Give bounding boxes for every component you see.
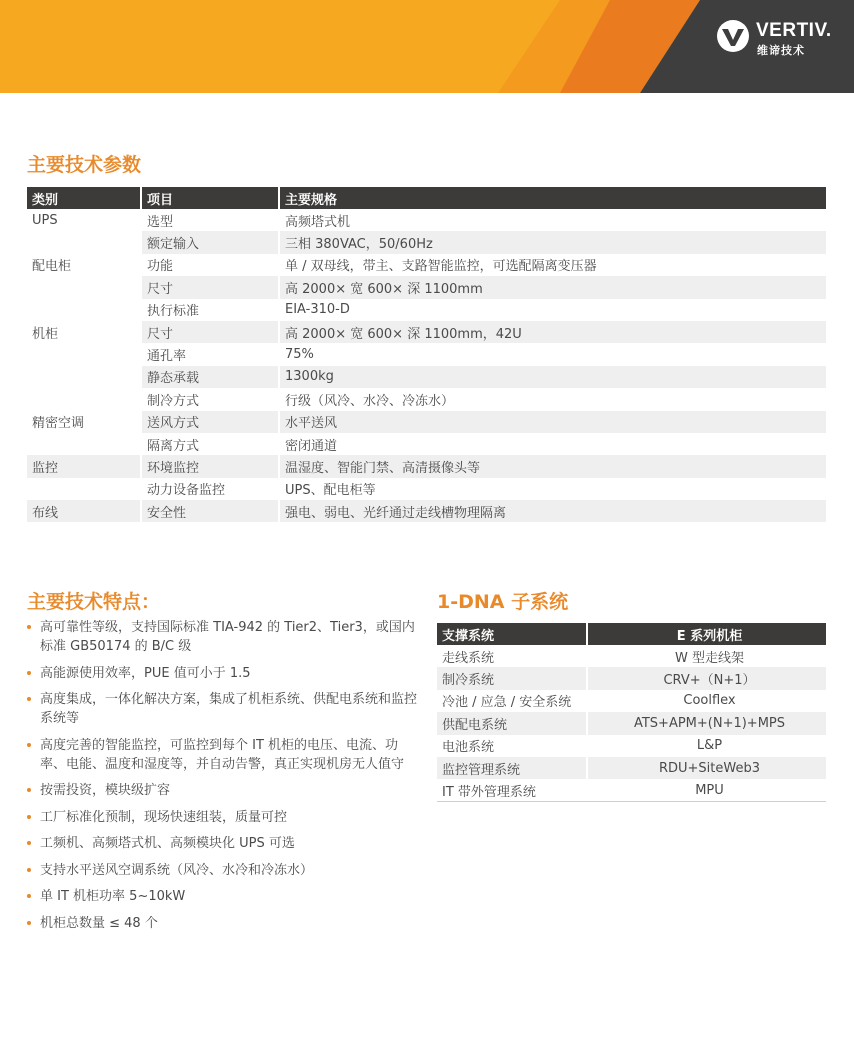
spec-category bbox=[27, 433, 141, 455]
table-row bbox=[27, 299, 826, 321]
feature-text: 机柜总数量 ≤ 48 个 bbox=[40, 915, 158, 931]
spec-item: 额定输入 bbox=[141, 231, 279, 253]
dna-value: L&P bbox=[696, 738, 723, 754]
dna-section-title: 1-DNA 子系统 bbox=[437, 591, 569, 613]
table-row bbox=[437, 712, 826, 734]
bullet-icon bbox=[27, 921, 31, 925]
spec-table-header bbox=[27, 187, 826, 209]
spec-item: 执行标准 bbox=[141, 299, 279, 321]
spec-value: 单 / 双母线，带主、支路智能监控，可选配隔离变压器 bbox=[285, 259, 597, 275]
table-row bbox=[27, 276, 826, 298]
spec-value: 密闭通道 bbox=[285, 438, 338, 454]
dna-header-cabinet: E 系列机柜 bbox=[587, 623, 826, 645]
header-banner bbox=[0, 0, 854, 93]
brand-name: VERTIV. bbox=[756, 20, 832, 41]
feature-text: 高度完善的智能监控，可监控到每个 IT 机柜的电压、电流、功率、电能、温度和湿度等，并自动告警，真正实现机房无人值守 bbox=[40, 737, 405, 772]
dna-value: MPU bbox=[695, 783, 724, 799]
dna-value: W 型走线架 bbox=[675, 650, 744, 666]
table-row bbox=[27, 455, 826, 477]
spec-value: 行级（风冷、水冷、冷冻水） bbox=[285, 393, 455, 409]
list-item bbox=[27, 887, 419, 906]
dna-system: 制冷系统 bbox=[437, 667, 587, 689]
spec-value: 75% bbox=[285, 347, 314, 363]
spec-header-spec: 主要规格 bbox=[279, 187, 826, 209]
spec-category: 配电柜 bbox=[27, 254, 141, 276]
dna-system: IT 带外管理系统 bbox=[437, 779, 587, 801]
spec-value: 高 2000× 宽 600× 深 1100mm bbox=[279, 276, 826, 298]
feature-text: 高度集成，一体化解决方案，集成了机柜系统、供配电系统和监控系统等 bbox=[40, 692, 418, 726]
spec-item: 尺寸 bbox=[141, 321, 279, 343]
spec-category: 监控 bbox=[27, 455, 141, 477]
table-row bbox=[437, 667, 826, 689]
list-item bbox=[27, 808, 419, 827]
list-item bbox=[27, 834, 419, 853]
table-row bbox=[27, 343, 826, 365]
spec-category bbox=[27, 343, 141, 365]
list-item bbox=[27, 618, 419, 656]
bullet-icon bbox=[27, 625, 31, 629]
table-row bbox=[27, 388, 826, 410]
spec-value: 强电、弱电、光纤通过走线槽物理隔离 bbox=[279, 500, 826, 522]
feature-text: 单 IT 机柜功率 5~10kW bbox=[40, 889, 186, 904]
feature-text: 工厂标准化预制，现场快速组装，质量可控 bbox=[40, 809, 288, 825]
spec-header-item: 项目 bbox=[141, 187, 279, 209]
list-item bbox=[27, 781, 419, 800]
vertiv-logo-mark-icon bbox=[716, 19, 750, 53]
bullet-icon bbox=[27, 868, 31, 872]
list-item bbox=[27, 914, 419, 933]
dna-value: RDU+SiteWeb3 bbox=[587, 757, 826, 779]
table-row bbox=[27, 433, 826, 455]
spec-category bbox=[27, 388, 141, 410]
dna-system: 供配电系统 bbox=[437, 712, 587, 734]
spec-category bbox=[27, 276, 141, 298]
table-row bbox=[27, 209, 826, 231]
dna-system: 走线系统 bbox=[437, 645, 587, 667]
list-item bbox=[27, 736, 419, 774]
table-row bbox=[27, 478, 826, 500]
spec-value: 水平送风 bbox=[279, 411, 826, 433]
bullet-icon bbox=[27, 697, 31, 701]
spec-item: 制冷方式 bbox=[141, 388, 279, 410]
spec-item: 环境监控 bbox=[141, 455, 279, 477]
table-row bbox=[27, 366, 826, 388]
spec-value: 1300kg bbox=[279, 366, 826, 388]
table-row bbox=[27, 231, 826, 253]
feature-text: 工频机、高频塔式机、高频模块化 UPS 可选 bbox=[40, 836, 295, 851]
features-list bbox=[27, 618, 419, 940]
features-section-title: 主要技术特点： bbox=[27, 591, 161, 613]
spec-category: 精密空调 bbox=[27, 411, 141, 433]
feature-text: 支持水平送风空调系统（风冷、水冷和冷冻水） bbox=[40, 862, 314, 878]
bullet-icon bbox=[27, 815, 31, 819]
bullet-icon bbox=[27, 894, 31, 898]
spec-item: 送风方式 bbox=[141, 411, 279, 433]
spec-value: 高 2000× 宽 600× 深 1100mm，42U bbox=[279, 321, 826, 343]
spec-value: 温湿度、智能门禁、高清摄像头等 bbox=[279, 455, 826, 477]
table-row bbox=[27, 500, 826, 522]
bullet-icon bbox=[27, 841, 31, 845]
spec-category: 机柜 bbox=[27, 321, 141, 343]
table-row bbox=[437, 645, 826, 667]
dna-value: CRV+（N+1） bbox=[587, 667, 826, 689]
spec-table bbox=[27, 187, 826, 522]
list-item bbox=[27, 861, 419, 880]
spec-item: 尺寸 bbox=[141, 276, 279, 298]
spec-item: 功能 bbox=[141, 254, 279, 276]
spec-category bbox=[27, 299, 141, 321]
spec-item: 动力设备监控 bbox=[141, 478, 279, 500]
dna-header-system: 支撑系统 bbox=[437, 623, 587, 645]
dna-table-divider bbox=[437, 801, 826, 802]
dna-value: ATS+APM+(N+1)+MPS bbox=[587, 712, 826, 734]
bullet-icon bbox=[27, 788, 31, 792]
spec-value: 高频塔式机 bbox=[285, 214, 351, 230]
spec-item: 选型 bbox=[141, 209, 279, 231]
spec-value: UPS、配电柜等 bbox=[285, 483, 376, 499]
feature-text: 高可靠性等级，支持国际标准 TIA-942 的 Tier2、Tier3，或国内标准 GB50174 的 B/C 级 bbox=[40, 620, 415, 654]
dna-system: 冷池 / 应急 / 安全系统 bbox=[437, 690, 587, 712]
bullet-icon bbox=[27, 743, 31, 747]
spec-item: 通孔率 bbox=[141, 343, 279, 365]
spec-item: 安全性 bbox=[141, 500, 279, 522]
table-row bbox=[437, 779, 826, 801]
table-row bbox=[27, 321, 826, 343]
spec-header-category: 类别 bbox=[27, 187, 141, 209]
spec-value: 三相 380VAC，50/60Hz bbox=[279, 231, 826, 253]
spec-category: 布线 bbox=[27, 500, 141, 522]
bullet-icon bbox=[27, 671, 31, 675]
vertiv-logo bbox=[716, 19, 836, 59]
table-row bbox=[27, 411, 826, 433]
table-row bbox=[437, 757, 826, 779]
spec-category bbox=[27, 231, 141, 253]
spec-category: UPS bbox=[27, 209, 141, 231]
feature-text: 高能源使用效率，PUE 值可小于 1.5 bbox=[40, 665, 251, 681]
dna-system: 电池系统 bbox=[437, 735, 587, 757]
brand-subtitle: 维谛技术 bbox=[757, 44, 805, 57]
dna-value: Coolflex bbox=[683, 693, 736, 709]
table-row bbox=[437, 735, 826, 757]
dna-system: 监控管理系统 bbox=[437, 757, 587, 779]
list-item bbox=[27, 690, 419, 728]
table-row bbox=[27, 254, 826, 276]
spec-item: 静态承载 bbox=[141, 366, 279, 388]
table-row bbox=[437, 690, 826, 712]
feature-text: 按需投资，模块级扩容 bbox=[40, 783, 171, 798]
spec-value: EIA-310-D bbox=[285, 302, 350, 318]
dna-table-header bbox=[437, 623, 826, 645]
spec-item: 隔离方式 bbox=[141, 433, 279, 455]
spec-section-title: 主要技术参数 bbox=[27, 154, 142, 176]
list-item bbox=[27, 664, 419, 683]
spec-category bbox=[27, 366, 141, 388]
dna-table bbox=[437, 623, 826, 802]
spec-category bbox=[27, 478, 141, 500]
